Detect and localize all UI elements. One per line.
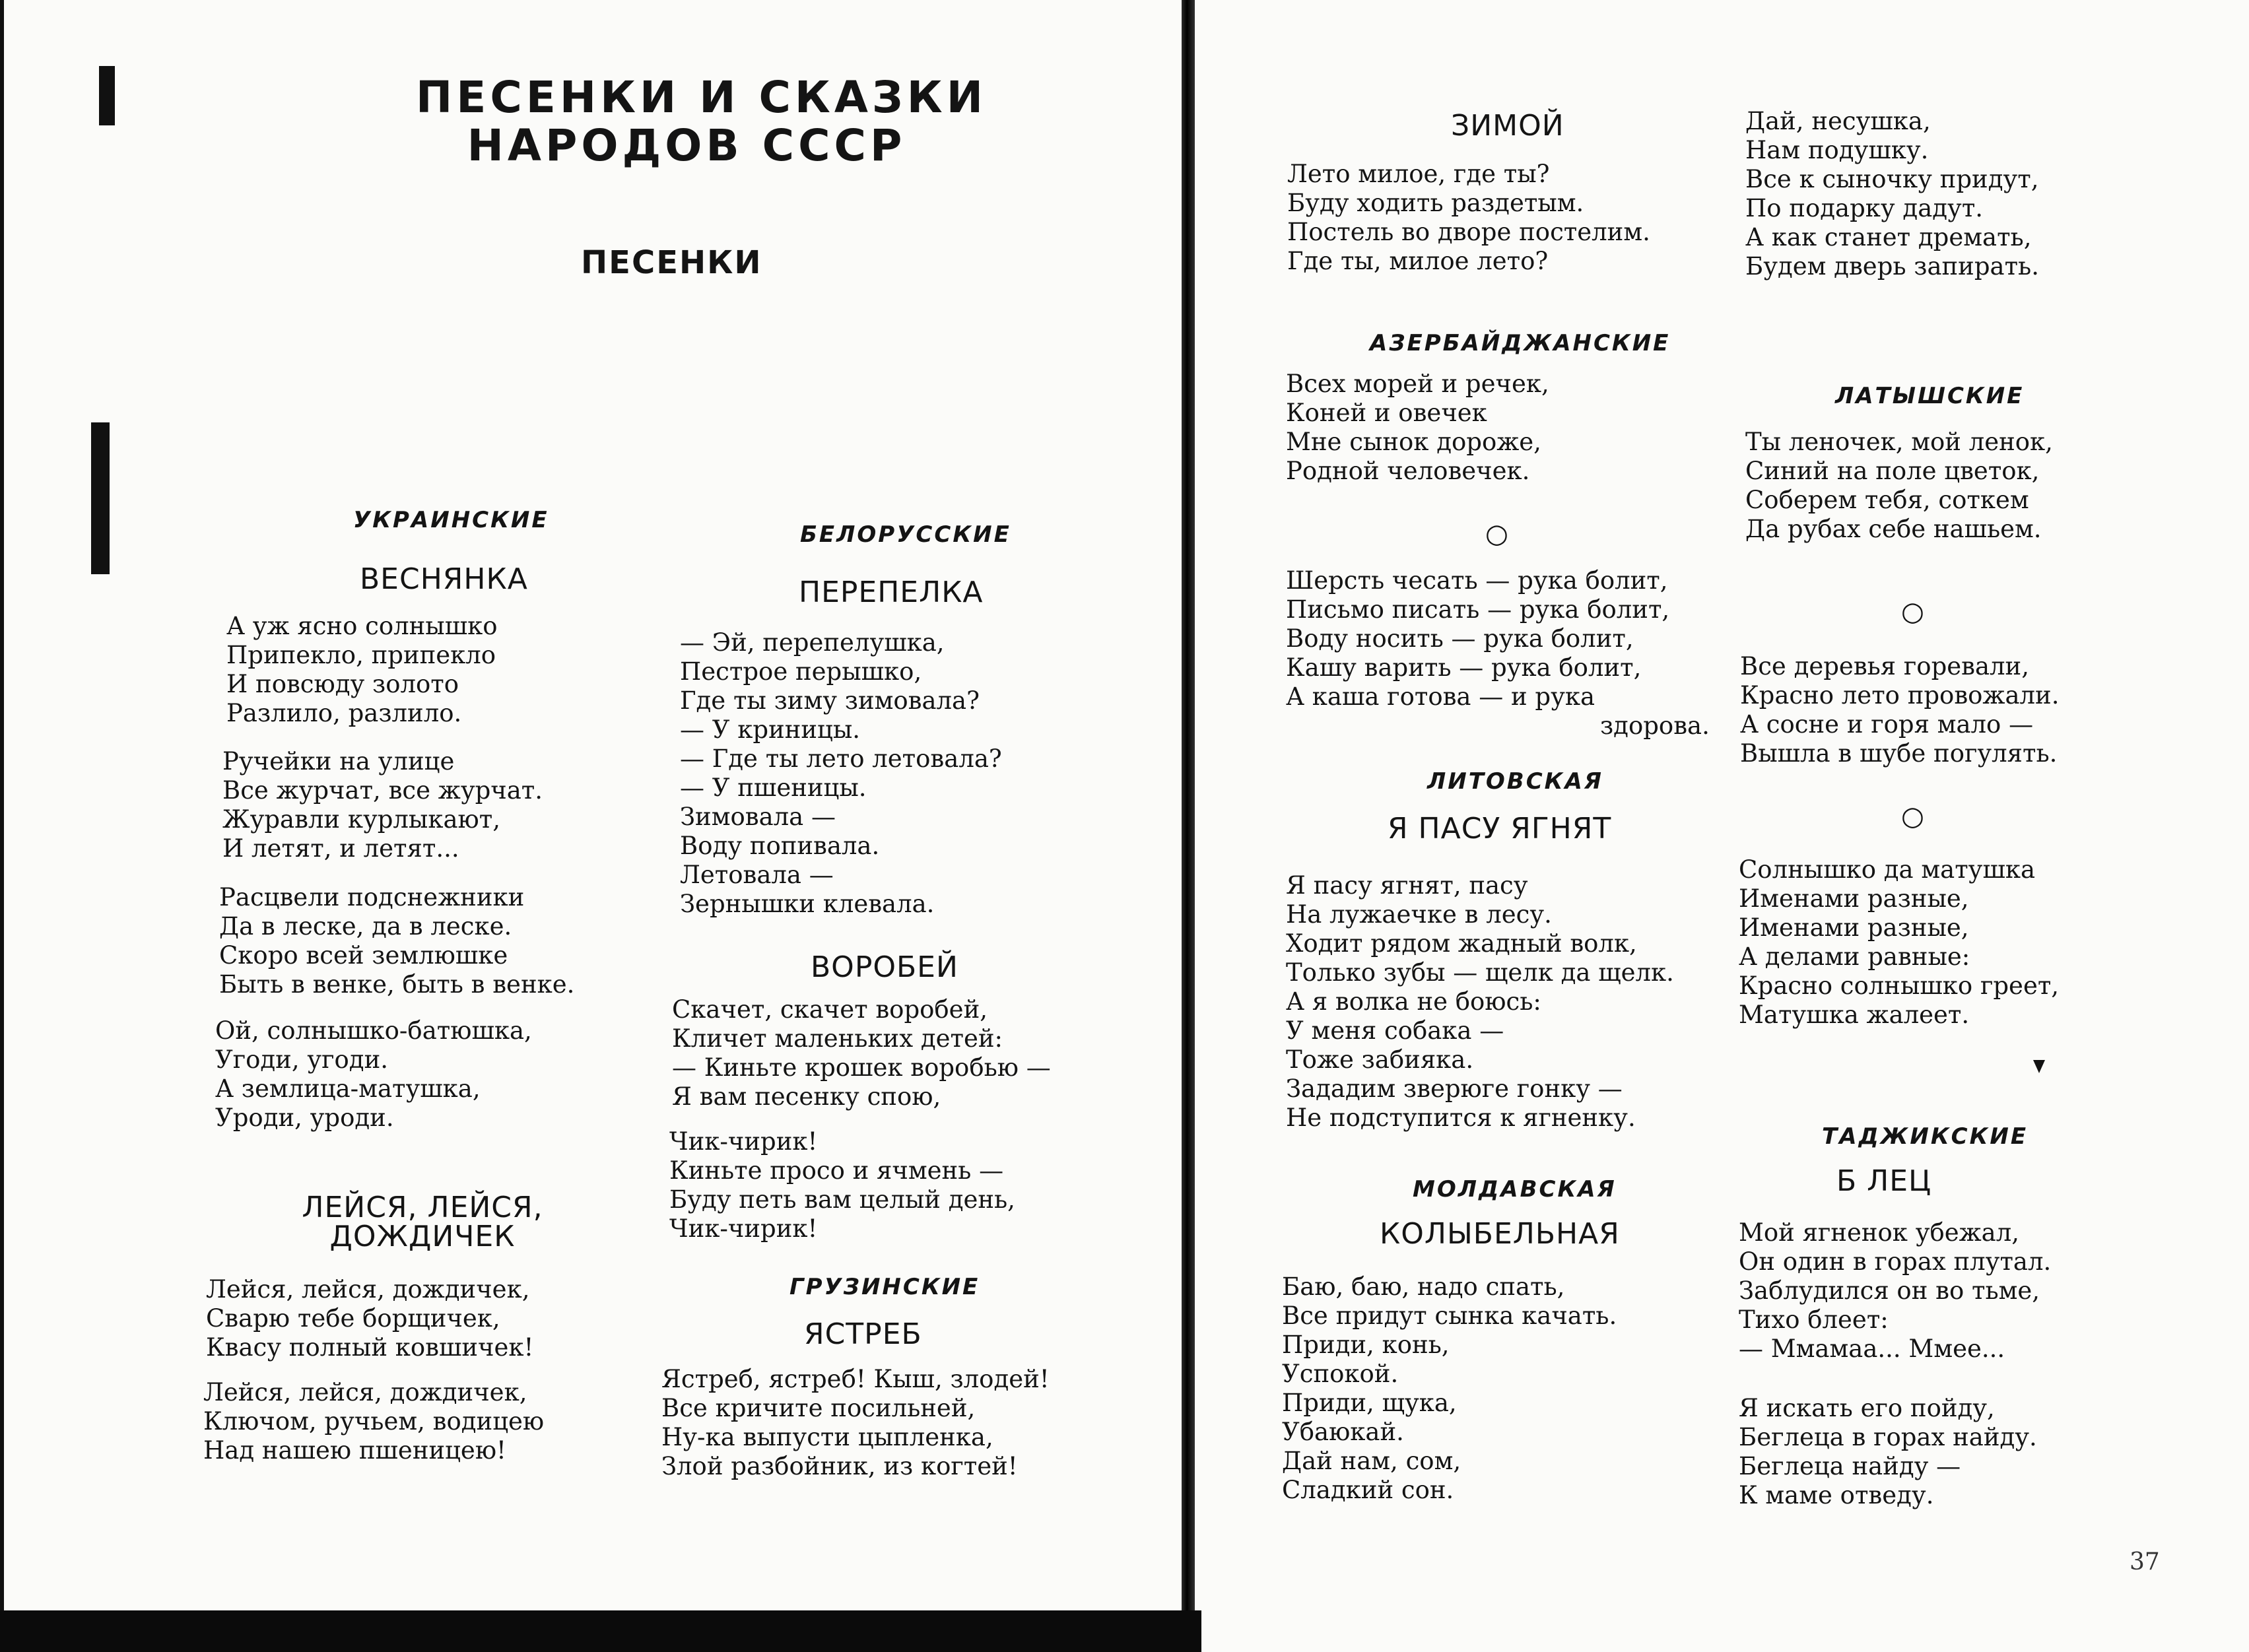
verse-line: К маме отведу. [1739, 1481, 1934, 1509]
stanza-vesnyanka-3 [219, 883, 574, 999]
verse-line: Чик-чирик! [669, 1127, 818, 1156]
stanza-latvian-2 [1740, 652, 2059, 768]
stanza-ya-pasu-yagnyat [1286, 871, 1674, 1133]
verse-line: — Киньте крошек воробью — [672, 1053, 1051, 1082]
verse-line: Лейся, лейся, дождичек, [206, 1275, 530, 1304]
verse-line: Все придут сынка качать. [1282, 1302, 1617, 1330]
verse-line: Я вам песенку спою, [672, 1082, 941, 1111]
verse-line: — Эй, перепелушка, [680, 628, 945, 657]
verse-line: Зернышки клевала. [680, 890, 935, 918]
stanza-separator: ○ [1901, 801, 1924, 832]
song-title-line: ДОЖДИЧЕК [329, 1220, 516, 1253]
song-title-line: ЛЕЙСЯ, ЛЕЙСЯ, [302, 1191, 543, 1224]
verse-line: Ручейки на улице [222, 747, 455, 776]
verse-line: Расцвели подснежники [219, 883, 525, 911]
verse-line: И повсюду золото [226, 670, 459, 698]
song-title-ya-pasu-yagnyat: Я ПАСУ ЯГНЯТ [1388, 812, 1612, 845]
nation-moldavian: МОЛДАВСКАЯ [1413, 1176, 1617, 1203]
verse-line: Именами разные, [1739, 884, 1969, 913]
book-spine [1182, 0, 1195, 1652]
verse-line: Всех морей и речек, [1286, 370, 1549, 398]
stanza-vorobey-2 [669, 1127, 1015, 1243]
verse-line: А уж ясно солнышко [226, 612, 498, 640]
verse-line: И летят, и летят... [222, 834, 459, 863]
stanza-vesnyanka-1 [226, 612, 498, 728]
verse-line: Чик-чирик! [669, 1214, 818, 1243]
verse-line: На лужаечке в лесу. [1286, 900, 1552, 929]
verse-line: Соберем тебя, соткем [1745, 486, 2029, 514]
verse-line: Лето милое, где ты? [1287, 160, 1550, 188]
verse-line: Убаюкай. [1282, 1418, 1404, 1446]
header-line-1: ПЕСЕНКИ И СКАЗКИ [416, 72, 987, 123]
nation-ukrainian: УКРАИНСКИЕ [353, 507, 549, 533]
stanza-latvian-3 [1739, 855, 2059, 1030]
verse-line: Он один в горах плутал. [1739, 1247, 2052, 1276]
verse-line: Мой ягненок убежал, [1739, 1218, 2019, 1247]
verse-line: Только зубы — щелк да щелк. [1286, 958, 1674, 987]
stanza-vesnyanka-2 [222, 747, 543, 863]
book-header [416, 72, 987, 171]
stanza-leysya-1 [206, 1275, 533, 1362]
verse-line: Зимовала — [680, 803, 836, 831]
stanza-separator: ○ [1485, 519, 1508, 549]
verse-line: Все к сыночку придут, [1745, 165, 2039, 193]
verse-line: Родной человечек. [1286, 457, 1530, 485]
verse-line: Лейся, лейся, дождичек, [203, 1378, 527, 1406]
stanza-vorobey-1 [672, 995, 1051, 1111]
stanza-beglets-1 [1739, 1218, 2051, 1364]
verse-line: Приди, конь, [1282, 1331, 1450, 1359]
song-title-leysya [284, 1193, 561, 1251]
bottom-scan-shadow [0, 1610, 1201, 1652]
verse-line: А сосне и горя мало — [1740, 710, 2034, 739]
verse-line: Уроди, уроди. [215, 1104, 394, 1132]
verse-line: Постель во дворе постелим. [1287, 218, 1650, 246]
stanza-yastreb [661, 1365, 1050, 1481]
verse-line: Дай, несушка, [1745, 107, 1931, 135]
verse-line: Ой, солнышко-батюшка, [215, 1016, 532, 1045]
nation-belarusian: БЕЛОРУССКИЕ [800, 521, 1011, 548]
verse-line: Летовала — [680, 861, 834, 889]
verse-line: — Где ты лето летовала? [680, 744, 1002, 773]
nation-latvian: ЛАТЫШСКИЕ [1835, 383, 2025, 409]
verse-line-zdorova: здорова. [1600, 711, 1710, 740]
verse-line: Зададим зверюге гонку — [1286, 1074, 1623, 1103]
verse-line: Буду ходить раздетым. [1287, 189, 1584, 217]
verse-line: Ястреб, ястреб! Кыш, злодей! [661, 1365, 1050, 1393]
verse-line: Все кричите посильней, [661, 1394, 976, 1422]
stanza-perepelka [680, 628, 1002, 919]
verse-line: Киньте просо и ячмень — [669, 1156, 1004, 1185]
verse-line: Пестрое перышко, [680, 657, 922, 686]
verse-line: Беглеца найду — [1739, 1452, 1961, 1480]
verse-line: Кашу варить — рука болит, [1286, 653, 1642, 682]
verse-line: Синий на поле цветок, [1745, 457, 2040, 485]
song-title-vesnyanka: ВЕСНЯНКА [360, 562, 528, 596]
verse-line: Я искать его пойду, [1739, 1394, 1995, 1422]
verse-line: Нам подушку. [1745, 136, 1929, 164]
verse-line: Буду петь вам целый день, [669, 1185, 1015, 1214]
verse-line: А как станет дремать, [1745, 223, 2032, 251]
verse-line: Да в леске, да в леске. [219, 912, 512, 941]
song-title-yastreb: ЯСТРЕБ [804, 1317, 922, 1351]
verse-line: Над нашею пшеницею! [203, 1436, 506, 1465]
verse-line: Кличет маленьких детей: [672, 1024, 1003, 1053]
section-title: ПЕСЕНКИ [581, 244, 762, 281]
stanza-kolybelnaya [1282, 1272, 1617, 1505]
verse-line: Тихо блеет: [1739, 1305, 1889, 1334]
verse-line: Я пасу ягнят, пасу [1286, 871, 1528, 900]
stanza-separator: ○ [1901, 597, 1924, 627]
verse-line: По подарку дадут. [1745, 194, 1984, 222]
verse-line: Все журчат, все журчат. [222, 776, 543, 805]
verse-line: Угоди, угоди. [215, 1045, 388, 1074]
song-title-vorobey: ВОРОБЕЙ [811, 950, 958, 984]
verse-line: Вышла в шубе погулять. [1740, 739, 2058, 768]
binding-mark-middle [91, 422, 110, 574]
verse-line: Письмо писать — рука болит, [1286, 595, 1670, 624]
verse-line: Баю, баю, надо спать, [1282, 1272, 1565, 1301]
verse-line: Успокой. [1282, 1360, 1399, 1388]
verse-line: Ну-ка выпусти цыпленка, [661, 1423, 993, 1451]
verse-line: Разлило, разлило. [226, 699, 462, 727]
verse-line: Скоро всей землюшке [219, 941, 508, 970]
binding-mark-top [99, 66, 115, 125]
verse-line: — У криницы. [680, 715, 861, 744]
verse-line: Сладкий сон. [1282, 1476, 1454, 1504]
stanza-beglets-2 [1739, 1394, 2037, 1510]
verse-line: Где ты зиму зимовала? [680, 686, 980, 715]
verse-line: Шерсть чесать — рука болит, [1286, 566, 1668, 595]
verse-line: Ключом, ручьем, водицею [203, 1407, 545, 1436]
nation-georgian: ГРУЗИНСКИЕ [789, 1274, 980, 1300]
song-title-kolybelnaya: КОЛЫБЕЛЬНАЯ [1380, 1217, 1620, 1251]
verse-line: Беглеца в горах найду. [1739, 1423, 2037, 1451]
verse-line: Квасу полный ковшичек! [206, 1333, 534, 1362]
verse-line: Заблудился он во тьме, [1739, 1276, 2040, 1305]
stanza-latvian-1 [1745, 428, 2053, 544]
page-number: 37 [2130, 1548, 2160, 1575]
verse-line: Солнышко да матушка [1739, 855, 2036, 884]
verse-line: Красно солнышко греет, [1739, 972, 2060, 1000]
verse-line: А делами равные: [1739, 942, 1970, 971]
verse-line: — У пшеницы. [680, 774, 867, 802]
verse-line: А каша готова — и рука [1286, 682, 1595, 711]
song-title-zimoy: ЗИМОЙ [1451, 109, 1564, 143]
stanza-kolybelnaya-continued [1745, 107, 2039, 281]
print-speck-mark [2033, 1060, 2045, 1073]
verse-line: Ты леночек, мой ленок, [1745, 428, 2053, 456]
verse-line: Тоже забияка. [1286, 1045, 1474, 1074]
verse-line: Мне сынок дороже, [1286, 428, 1541, 456]
verse-line: Воду попивала. [680, 832, 880, 860]
nation-lithuanian: ЛИТОВСКАЯ [1427, 768, 1603, 795]
verse-line: — Ммамаа... Ммее... [1739, 1335, 2005, 1363]
nation-azerbaijani: АЗЕРБАЙДЖАНСКИЕ [1370, 330, 1671, 356]
song-title-beglets: Б ЛЕЦ [1836, 1164, 1932, 1198]
verse-line: У меня собака — [1286, 1016, 1504, 1045]
verse-line: Скачет, скачет воробей, [672, 995, 988, 1024]
verse-line: Где ты, милое лето? [1287, 247, 1549, 275]
verse-line: Воду носить — рука болит, [1286, 624, 1634, 653]
verse-line: Приди, щука, [1282, 1389, 1457, 1417]
nation-tajik: ТАДЖИКСКИЕ [1822, 1123, 2029, 1150]
verse-line: Красно лето провожали. [1740, 681, 2060, 710]
verse-line: Сварю тебе борщичек, [206, 1304, 500, 1333]
verse-line: Ходит рядом жадный волк, [1286, 929, 1637, 958]
stanza-leysya-2 [203, 1378, 544, 1465]
song-title-perepelka: ПЕРЕПЕЛКА [799, 576, 984, 609]
stanza-azerbaijani-1 [1286, 370, 1549, 486]
stanza-zimoy [1287, 160, 1650, 276]
verse-line: А я волка не боюсь: [1286, 987, 1541, 1016]
verse-line: Матушка жалеет. [1739, 1001, 1970, 1029]
verse-line: Быть в венке, быть в венке. [219, 970, 575, 999]
verse-line: Припекло, припекло [226, 641, 496, 669]
verse-line: Дай нам, сом, [1282, 1447, 1461, 1475]
stanza-azerbaijani-2 [1286, 566, 1669, 711]
header-line-2: НАРОДОВ СССР [467, 119, 906, 171]
verse-line: Журавли курлыкают, [222, 805, 501, 834]
verse-line: А землица-матушка, [215, 1074, 481, 1103]
verse-line: Будем дверь запирать. [1745, 252, 2039, 281]
left-page-edge-shadow [0, 0, 4, 1652]
verse-line: Коней и овечек [1286, 399, 1487, 427]
verse-line: Все деревья горевали, [1740, 652, 2029, 680]
verse-line: Именами разные, [1739, 913, 1969, 942]
verse-line: Не подступится к ягненку. [1286, 1104, 1636, 1132]
verse-line: Да рубах себе нашьем. [1745, 515, 2042, 543]
verse-line: Злой разбойник, из когтей! [661, 1452, 1018, 1480]
stanza-vesnyanka-4 [215, 1016, 532, 1133]
